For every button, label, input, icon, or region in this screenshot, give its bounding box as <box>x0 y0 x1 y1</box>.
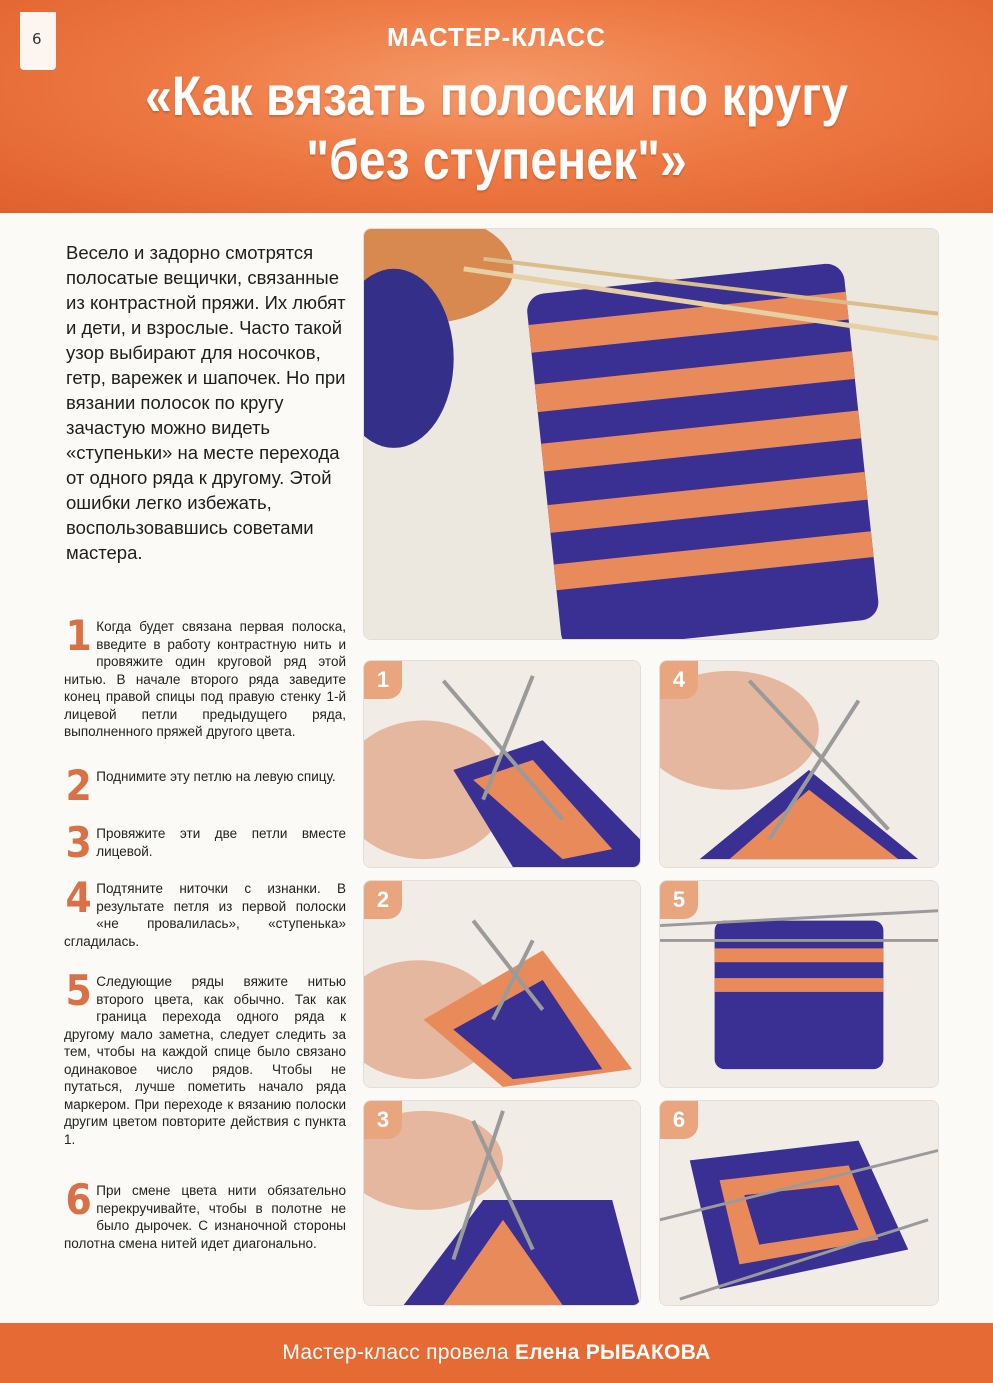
step-photo-3-illustration <box>364 1101 640 1305</box>
step-text: Подтяните ниточки с изнанки. В результате петля из первой полоски «не провалилась», «ступенька» сгладилась. <box>64 881 346 949</box>
intro-paragraph: Весело и задорно смотрятся полосатые вещички, связанные из контрастной пряжи. Их любят и дети, и взрослые. Часто такой узор выбирают для носочков, гетр, варежек и шапочек. Но при вязании полосок по кругу зачастую можно видеть «ступеньки» на месте перехода от одного ряда к другому. Этой ошибки легко избежать, воспользовавшись советами мастера. <box>66 242 346 563</box>
page-number: 6 <box>20 12 56 70</box>
title-line-1: «Как вязать полоски по кругу <box>144 64 849 127</box>
step-photo-5 <box>659 880 939 1088</box>
step-text: Поднимите эту петлю на левую спицу. <box>96 769 336 784</box>
footer-author-first: Елена <box>514 1341 580 1364</box>
step-photo-1-illustration <box>364 661 640 867</box>
step-1 <box>64 611 346 741</box>
title-line-2: "без ступенек"» <box>306 128 687 191</box>
photo-badge: 2 <box>364 881 402 919</box>
footer-prefix: Мастер-класс провела <box>282 1341 509 1364</box>
step-number: 5 <box>65 966 92 1015</box>
photo-badge: 6 <box>660 1101 698 1139</box>
step-photo-3 <box>363 1100 641 1306</box>
step-photo-5-illustration <box>660 881 938 1087</box>
step-text: Провяжите эти две петли вместе лицевой. <box>96 826 346 859</box>
photo-badge: 4 <box>660 661 698 699</box>
step-number: 1 <box>65 611 92 660</box>
step-2 <box>64 761 346 810</box>
step-photo-6 <box>659 1100 939 1306</box>
photo-badge: 3 <box>364 1101 402 1139</box>
step-6 <box>64 1175 346 1252</box>
step-photo-4-illustration <box>660 661 938 867</box>
step-number: 4 <box>65 873 92 922</box>
step-photo-4 <box>659 660 939 868</box>
step-photo-2 <box>363 880 641 1088</box>
step-photo-6-illustration <box>660 1101 938 1305</box>
step-text: Следующие ряды вяжите нитью второго цвета, как обычно. Так как граница перехода одного ряда к другому мало заметна, следует следить за тем, чтобы на каждой спице было связано одинаковое число рядов. Чтобы не путаться, лучше пометить начало ряда маркером. При переходе к вязанию полоски другим цветом повторите действия с пункта 1. <box>64 974 346 1147</box>
footer-credit <box>0 1323 993 1383</box>
step-number: 2 <box>65 761 92 810</box>
step-text: Когда будет связана первая полоска, введите в работу контрастную нить и провяжите один круговой ряд этой нитью. В начале второго ряда заведите конец правой спицы под правую стенку 1-й лицевой петли предыдущего ряда, выполненного пряжей другого цвета. <box>64 619 346 739</box>
step-photo-1 <box>363 660 641 868</box>
photo-badge: 5 <box>660 881 698 919</box>
step-text: При смене цвета нити обязательно перекручивайте, чтобы в полотне не было дырочек. С изнаночной стороны полотна смена нитей идет диагонально. <box>64 1183 346 1251</box>
step-3 <box>64 818 346 867</box>
footer-author-last: РЫБАКОВА <box>585 1341 711 1364</box>
step-number: 6 <box>65 1175 92 1224</box>
header-banner <box>0 0 993 213</box>
step-4 <box>64 873 346 950</box>
page-title <box>70 64 924 192</box>
step-photo-2-illustration <box>364 881 640 1087</box>
step-number: 3 <box>65 818 92 867</box>
photo-badge: 1 <box>364 661 402 699</box>
step-5 <box>64 966 346 1148</box>
kicker: МАСТЕР-КЛАСС <box>387 22 606 52</box>
main-photo-illustration <box>364 229 938 639</box>
main-photo-striped-knit <box>363 228 939 640</box>
